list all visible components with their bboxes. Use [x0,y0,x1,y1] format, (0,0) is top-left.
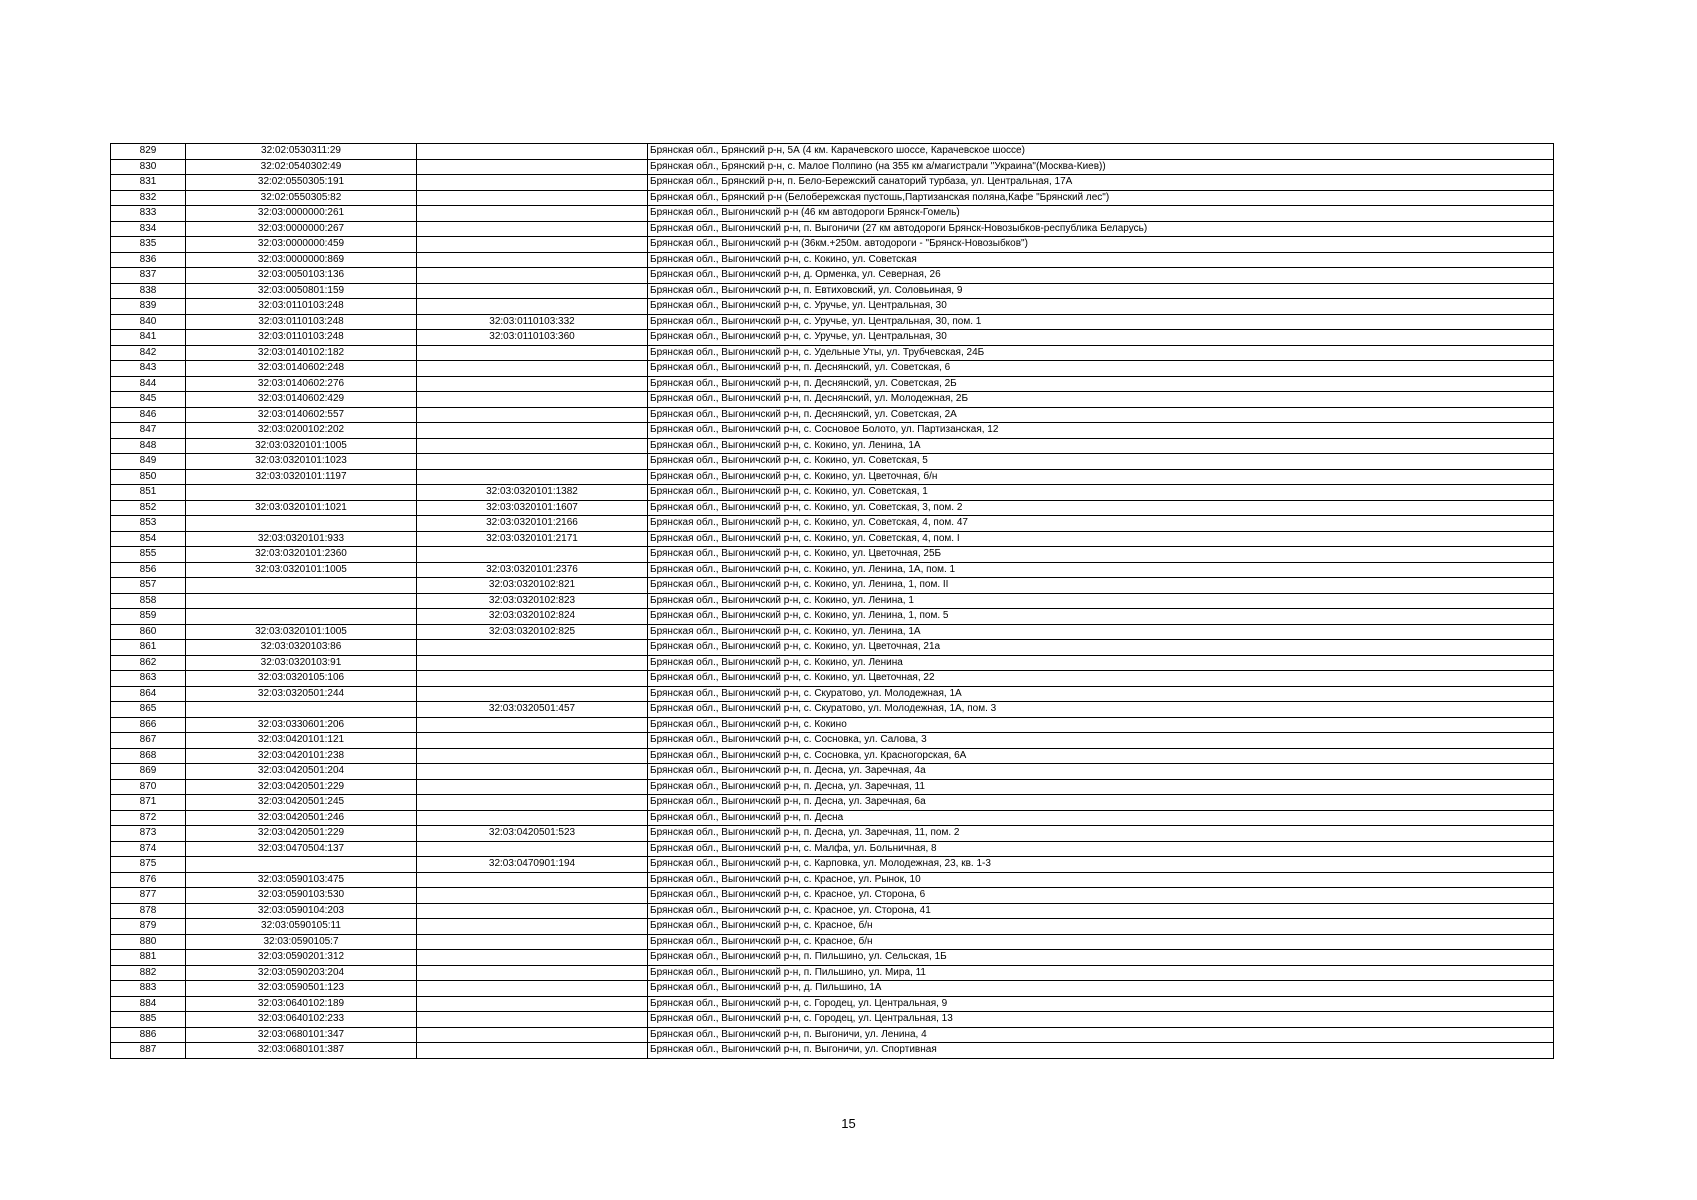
row-number-cell: 844 [111,376,186,392]
address-cell: Брянская обл., Выгоничский р-н, с. Красное, б/н [648,934,1554,950]
address-cell: Брянская обл., Брянский р-н, с. Малое Полпино (на 355 км а/магистрали "Украина"(Москва-Киев)) [648,159,1554,175]
row-number-cell: 839 [111,299,186,315]
sub-cadastral-number-cell [417,872,648,888]
address-cell: Брянская обл., Выгоничский р-н, с. Уручье, ул. Центральная, 30 [648,299,1554,315]
row-number-cell: 857 [111,578,186,594]
address-cell: Брянская обл., Выгоничский р-н, с. Сосновка, ул. Красногорская, 6А [648,748,1554,764]
row-number-cell: 874 [111,841,186,857]
cadastral-number-cell: 32:03:0640102:189 [186,996,417,1012]
address-cell: Брянская обл., Выгоничский р-н, п. Пильшино, ул. Мира, 11 [648,965,1554,981]
address-cell: Брянская обл., Выгоничский р-н, с. Кокино, ул. Советская, 1 [648,485,1554,501]
sub-cadastral-number-cell [417,206,648,222]
table-row [111,175,1554,191]
cadastral-number-cell: 32:03:0640102:233 [186,1012,417,1028]
table-row [111,283,1554,299]
row-number-cell: 884 [111,996,186,1012]
sub-cadastral-number-cell [417,965,648,981]
row-number-cell: 842 [111,345,186,361]
row-number-cell: 868 [111,748,186,764]
table-row [111,702,1554,718]
table-row [111,562,1554,578]
cadastral-number-cell: 32:03:0140602:429 [186,392,417,408]
table-row [111,376,1554,392]
address-cell: Брянская обл., Выгоничский р-н, с. Красное, ул. Сторона, 41 [648,903,1554,919]
sub-cadastral-number-cell [417,221,648,237]
cadastral-number-cell: 32:03:0320101:1023 [186,454,417,470]
address-cell: Брянская обл., Выгоничский р-н, с. Красное, б/н [648,919,1554,935]
sub-cadastral-number-cell [417,671,648,687]
address-cell: Брянская обл., Выгоничский р-н, с. Скуратово, ул. Молодежная, 1А [648,686,1554,702]
row-number-cell: 832 [111,190,186,206]
address-cell: Брянская обл., Выгоничский р-н, с. Уручье, ул. Центральная, 30 [648,330,1554,346]
table-row [111,996,1554,1012]
address-cell: Брянская обл., Выгоничский р-н, с. Сосновка, ул. Салова, 3 [648,733,1554,749]
row-number-cell: 833 [111,206,186,222]
cadastral-number-cell: 32:03:0140602:557 [186,407,417,423]
cadastral-number-cell: 32:03:0000000:261 [186,206,417,222]
cadastral-number-cell: 32:03:0320101:2360 [186,547,417,563]
row-number-cell: 881 [111,950,186,966]
sub-cadastral-number-cell [417,1027,648,1043]
table-row [111,144,1554,160]
row-number-cell: 858 [111,593,186,609]
address-cell: Брянская обл., Брянский р-н, 5А (4 км. Карачевского шоссе, Карачевское шоссе) [648,144,1554,160]
table-row [111,578,1554,594]
table-row [111,454,1554,470]
address-cell: Брянская обл., Выгоничский р-н, с. Карповка, ул. Молодежная, 23, кв. 1-3 [648,857,1554,873]
address-cell: Брянская обл., Выгоничский р-н, п. Десна, ул. Заречная, 6а [648,795,1554,811]
sub-cadastral-number-cell [417,252,648,268]
address-cell: Брянская обл., Выгоничский р-н, п. Пильшино, ул. Сельская, 1Б [648,950,1554,966]
address-cell: Брянская обл., Выгоничский р-н, с. Кокино, ул. Ленина, 1 [648,593,1554,609]
cadastral-number-cell: 32:03:0590105:11 [186,919,417,935]
sub-cadastral-number-cell [417,733,648,749]
address-cell: Брянская обл., Выгоничский р-н, с. Удельные Уты, ул. Трубчевская, 24Б [648,345,1554,361]
address-cell: Брянская обл., Выгоничский р-н, с. Городец, ул. Центральная, 9 [648,996,1554,1012]
address-cell: Брянская обл., Выгоничский р-н, с. Кокино, ул. Ленина, 1А, пом. 1 [648,562,1554,578]
table-row [111,547,1554,563]
address-cell: Брянская обл., Выгоничский р-н, с. Кокино, ул. Ленина, 1, пом. 5 [648,609,1554,625]
sub-cadastral-number-cell: 32:03:0320102:824 [417,609,648,625]
row-number-cell: 865 [111,702,186,718]
sub-cadastral-number-cell [417,283,648,299]
row-number-cell: 859 [111,609,186,625]
table-row [111,361,1554,377]
address-cell: Брянская обл., Выгоничский р-н, с. Кокино, ул. Цветочная, 21а [648,640,1554,656]
cadastral-number-cell: 32:03:0050801:159 [186,283,417,299]
address-cell: Брянская обл., Выгоничский р-н, п. Десна, ул. Заречная, 4а [648,764,1554,780]
page-number: 15 [841,1116,856,1131]
sub-cadastral-number-cell [417,795,648,811]
sub-cadastral-number-cell [417,299,648,315]
row-number-cell: 871 [111,795,186,811]
sub-cadastral-number-cell [417,175,648,191]
row-number-cell: 838 [111,283,186,299]
sub-cadastral-number-cell [417,268,648,284]
cadastral-number-cell [186,702,417,718]
sub-cadastral-number-cell [417,981,648,997]
row-number-cell: 876 [111,872,186,888]
cadastral-number-cell: 32:02:0550305:191 [186,175,417,191]
table-row [111,593,1554,609]
address-cell: Брянская обл., Выгоничский р-н, с. Кокино, ул. Советская [648,252,1554,268]
sub-cadastral-number-cell: 32:03:0320101:1382 [417,485,648,501]
address-cell: Брянская обл., Выгоничский р-н, п. Десна, ул. Заречная, 11 [648,779,1554,795]
row-number-cell: 848 [111,438,186,454]
cadastral-number-cell: 32:03:0590104:203 [186,903,417,919]
table-row [111,159,1554,175]
cadastral-number-cell [186,516,417,532]
address-cell: Брянская обл., Выгоничский р-н, с. Кокино, ул. Ленина [648,655,1554,671]
cadastral-number-cell: 32:03:0590501:123 [186,981,417,997]
cadastral-number-cell: 32:03:0680101:347 [186,1027,417,1043]
row-number-cell: 867 [111,733,186,749]
address-cell: Брянская обл., Брянский р-н (Белобережская пустошь,Партизанская поляна,Кафе "Брянский лес") [648,190,1554,206]
row-number-cell: 869 [111,764,186,780]
address-cell: Брянская обл., Выгоничский р-н, с. Малфа, ул. Больничная, 8 [648,841,1554,857]
sub-cadastral-number-cell [417,919,648,935]
cadastral-number-cell: 32:03:0200102:202 [186,423,417,439]
table-row [111,500,1554,516]
row-number-cell: 837 [111,268,186,284]
cadastral-number-cell [186,609,417,625]
cadastral-number-cell: 32:03:0320101:1005 [186,562,417,578]
cadastral-number-cell: 32:03:0110103:248 [186,330,417,346]
table-row [111,485,1554,501]
address-cell: Брянская обл., Выгоничский р-н, с. Уручье, ул. Центральная, 30, пом. 1 [648,314,1554,330]
table-row [111,764,1554,780]
row-number-cell: 841 [111,330,186,346]
table-row [111,888,1554,904]
table-row [111,330,1554,346]
table-row [111,748,1554,764]
address-cell: Брянская обл., Выгоничский р-н, п. Выгоничи, ул. Спортивная [648,1043,1554,1059]
cadastral-number-cell: 32:03:0140102:182 [186,345,417,361]
sub-cadastral-number-cell [417,423,648,439]
table-row [111,950,1554,966]
row-number-cell: 864 [111,686,186,702]
address-cell: Брянская обл., Выгоничский р-н, с. Кокино, ул. Советская, 3, пом. 2 [648,500,1554,516]
address-cell: Брянская обл., Выгоничский р-н, д. Орменка, ул. Северная, 26 [648,268,1554,284]
row-number-cell: 854 [111,531,186,547]
table-row [111,345,1554,361]
sub-cadastral-number-cell [417,159,648,175]
table-row [111,919,1554,935]
sub-cadastral-number-cell: 32:03:0320101:2376 [417,562,648,578]
sub-cadastral-number-cell [417,1012,648,1028]
cadastral-number-cell: 32:03:0000000:869 [186,252,417,268]
address-cell: Брянская обл., Выгоничский р-н, п. Евтиховский, ул. Соловьиная, 9 [648,283,1554,299]
row-number-cell: 860 [111,624,186,640]
sub-cadastral-number-cell: 32:03:0320101:2171 [417,531,648,547]
table-row [111,640,1554,656]
cadastral-number-cell: 32:03:0420501:246 [186,810,417,826]
address-cell: Брянская обл., Брянский р-н, п. Бело-Бережский санаторий турбаза, ул. Центральная, 17А [648,175,1554,191]
table-row [111,221,1554,237]
sub-cadastral-number-cell [417,748,648,764]
table-row [111,314,1554,330]
cadastral-number-cell: 32:03:0330601:206 [186,717,417,733]
table-row [111,872,1554,888]
sub-cadastral-number-cell [417,469,648,485]
cadastral-number-cell: 32:03:0320105:106 [186,671,417,687]
table-row [111,826,1554,842]
row-number-cell: 836 [111,252,186,268]
table-row [111,795,1554,811]
row-number-cell: 886 [111,1027,186,1043]
row-number-cell: 879 [111,919,186,935]
table-row [111,857,1554,873]
sub-cadastral-number-cell [417,376,648,392]
address-cell: Брянская обл., Выгоничский р-н, с. Сосновое Болото, ул. Партизанская, 12 [648,423,1554,439]
sub-cadastral-number-cell: 32:03:0320102:821 [417,578,648,594]
table-row [111,1012,1554,1028]
row-number-cell: 873 [111,826,186,842]
row-number-cell: 877 [111,888,186,904]
address-cell: Брянская обл., Выгоничский р-н, с. Кокино [648,717,1554,733]
table-row [111,1043,1554,1059]
sub-cadastral-number-cell: 32:03:0110103:332 [417,314,648,330]
address-cell: Брянская обл., Выгоничский р-н, д. Пильшино, 1А [648,981,1554,997]
row-number-cell: 853 [111,516,186,532]
table-row [111,981,1554,997]
sub-cadastral-number-cell [417,779,648,795]
table-row [111,252,1554,268]
cadastral-number-cell: 32:03:0320103:91 [186,655,417,671]
sub-cadastral-number-cell [417,764,648,780]
sub-cadastral-number-cell [417,655,648,671]
cadastral-number-cell: 32:03:0320101:933 [186,531,417,547]
row-number-cell: 835 [111,237,186,253]
cadastral-number-cell: 32:03:0320101:1197 [186,469,417,485]
table-row [111,733,1554,749]
sub-cadastral-number-cell [417,345,648,361]
sub-cadastral-number-cell: 32:03:0320102:823 [417,593,648,609]
sub-cadastral-number-cell [417,950,648,966]
sub-cadastral-number-cell [417,686,648,702]
address-cell: Брянская обл., Выгоничский р-н (46 км автодороги Брянск-Гомель) [648,206,1554,222]
cadastral-number-cell: 32:02:0540302:49 [186,159,417,175]
row-number-cell: 866 [111,717,186,733]
table-row [111,686,1554,702]
sub-cadastral-number-cell [417,438,648,454]
address-cell: Брянская обл., Выгоничский р-н, п. Выгоничи, ул. Ленина, 4 [648,1027,1554,1043]
table-row [111,810,1554,826]
cadastral-number-cell: 32:03:0590105:7 [186,934,417,950]
cadastral-number-cell [186,485,417,501]
table-row [111,779,1554,795]
address-cell: Брянская обл., Выгоничский р-н, п. Десна [648,810,1554,826]
cadastral-number-cell [186,857,417,873]
row-number-cell: 883 [111,981,186,997]
address-cell: Брянская обл., Выгоничский р-н, с. Кокино, ул. Ленина, 1, пом. II [648,578,1554,594]
table-row [111,407,1554,423]
row-number-cell: 829 [111,144,186,160]
cadastral-number-cell: 32:03:0000000:267 [186,221,417,237]
sub-cadastral-number-cell [417,392,648,408]
sub-cadastral-number-cell: 32:03:0470901:194 [417,857,648,873]
address-cell: Брянская обл., Выгоничский р-н, п. Деснянский, ул. Молодежная, 2Б [648,392,1554,408]
address-cell: Брянская обл., Выгоничский р-н, с. Кокино, ул. Советская, 5 [648,454,1554,470]
table-row [111,624,1554,640]
row-number-cell: 840 [111,314,186,330]
sub-cadastral-number-cell [417,934,648,950]
cadastral-number-cell: 32:03:0320101:1021 [186,500,417,516]
table-row [111,299,1554,315]
table-row [111,206,1554,222]
row-number-cell: 852 [111,500,186,516]
row-number-cell: 878 [111,903,186,919]
cadastral-number-cell: 32:03:0110103:248 [186,299,417,315]
cadastral-number-cell: 32:03:0110103:248 [186,314,417,330]
cadastral-number-cell: 32:03:0590201:312 [186,950,417,966]
table-row [111,516,1554,532]
row-number-cell: 885 [111,1012,186,1028]
row-number-cell: 846 [111,407,186,423]
sub-cadastral-number-cell [417,640,648,656]
table-row [111,903,1554,919]
row-number-cell: 870 [111,779,186,795]
sub-cadastral-number-cell: 32:03:0320501:457 [417,702,648,718]
row-number-cell: 834 [111,221,186,237]
cadastral-number-cell: 32:03:0320103:86 [186,640,417,656]
sub-cadastral-number-cell [417,547,648,563]
row-number-cell: 847 [111,423,186,439]
table-row [111,423,1554,439]
sub-cadastral-number-cell [417,903,648,919]
row-number-cell: 831 [111,175,186,191]
table-row [111,1027,1554,1043]
cadastral-number-cell: 32:03:0420101:238 [186,748,417,764]
cadastral-number-cell: 32:03:0590103:475 [186,872,417,888]
sub-cadastral-number-cell [417,888,648,904]
cadastral-number-cell: 32:03:0680101:387 [186,1043,417,1059]
address-cell: Брянская обл., Выгоничский р-н, с. Скуратово, ул. Молодежная, 1А, пом. 3 [648,702,1554,718]
table-row [111,190,1554,206]
cadastral-number-cell: 32:03:0470504:137 [186,841,417,857]
cadastral-number-cell: 32:03:0590103:530 [186,888,417,904]
address-cell: Брянская обл., Выгоничский р-н, с. Городец, ул. Центральная, 13 [648,1012,1554,1028]
row-number-cell: 830 [111,159,186,175]
sub-cadastral-number-cell: 32:03:0320101:1607 [417,500,648,516]
sub-cadastral-number-cell [417,454,648,470]
cadastral-number-cell [186,593,417,609]
address-cell: Брянская обл., Выгоничский р-н, с. Красное, ул. Сторона, 6 [648,888,1554,904]
table-row [111,237,1554,253]
cadastral-number-cell: 32:03:0320101:1005 [186,624,417,640]
table-row [111,609,1554,625]
row-number-cell: 843 [111,361,186,377]
cadastral-number-cell: 32:03:0000000:459 [186,237,417,253]
address-cell: Брянская обл., Выгоничский р-н, с. Кокино, ул. Советская, 4, пом. 47 [648,516,1554,532]
row-number-cell: 882 [111,965,186,981]
cadastral-number-cell: 32:03:0420501:245 [186,795,417,811]
row-number-cell: 849 [111,454,186,470]
sub-cadastral-number-cell [417,144,648,160]
row-number-cell: 850 [111,469,186,485]
cadastral-number-cell [186,578,417,594]
address-cell: Брянская обл., Выгоничский р-н, с. Кокино, ул. Ленина, 1А [648,438,1554,454]
row-number-cell: 872 [111,810,186,826]
sub-cadastral-number-cell: 32:03:0320102:825 [417,624,648,640]
cadastral-number-cell: 32:03:0320501:244 [186,686,417,702]
table-body [111,144,1554,1059]
address-cell: Брянская обл., Выгоничский р-н, с. Кокино, ул. Цветочная, б/н [648,469,1554,485]
row-number-cell: 887 [111,1043,186,1059]
table-row [111,655,1554,671]
row-number-cell: 875 [111,857,186,873]
row-number-cell: 880 [111,934,186,950]
address-cell: Брянская обл., Выгоничский р-н, п. Деснянский, ул. Советская, 6 [648,361,1554,377]
table-row [111,392,1554,408]
row-number-cell: 856 [111,562,186,578]
table-row [111,934,1554,950]
table-row [111,531,1554,547]
row-number-cell: 845 [111,392,186,408]
address-cell: Брянская обл., Выгоничский р-н, с. Кокино, ул. Цветочная, 22 [648,671,1554,687]
sub-cadastral-number-cell: 32:03:0420501:523 [417,826,648,842]
address-cell: Брянская обл., Выгоничский р-н, с. Красное, ул. Рынок, 10 [648,872,1554,888]
address-cell: Брянская обл., Выгоничский р-н, п. Выгоничи (27 км автодороги Брянск-Новозыбков-республика Беларусь) [648,221,1554,237]
sub-cadastral-number-cell [417,717,648,733]
cadastral-number-cell: 32:02:0530311:29 [186,144,417,160]
cadastral-number-cell: 32:02:0550305:82 [186,190,417,206]
cadastral-number-cell: 32:03:0590203:204 [186,965,417,981]
table-row [111,268,1554,284]
row-number-cell: 863 [111,671,186,687]
row-number-cell: 861 [111,640,186,656]
sub-cadastral-number-cell [417,361,648,377]
cadastral-number-cell: 32:03:0420501:229 [186,779,417,795]
table-row [111,717,1554,733]
cadastral-number-cell: 32:03:0050103:136 [186,268,417,284]
cadastral-number-cell: 32:03:0140602:276 [186,376,417,392]
address-cell: Брянская обл., Выгоничский р-н, с. Кокино, ул. Советская, 4, пом. I [648,531,1554,547]
cadastral-number-cell: 32:03:0420501:204 [186,764,417,780]
property-table [110,143,1554,1059]
table-row [111,671,1554,687]
table-row [111,469,1554,485]
sub-cadastral-number-cell: 32:03:0110103:360 [417,330,648,346]
table-row [111,438,1554,454]
address-cell: Брянская обл., Выгоничский р-н, п. Десна, ул. Заречная, 11, пом. 2 [648,826,1554,842]
sub-cadastral-number-cell [417,810,648,826]
cadastral-number-cell: 32:03:0420101:121 [186,733,417,749]
address-cell: Брянская обл., Выгоничский р-н, с. Кокино, ул. Ленина, 1А [648,624,1554,640]
address-cell: Брянская обл., Выгоничский р-н, п. Деснянский, ул. Советская, 2А [648,407,1554,423]
cadastral-number-cell: 32:03:0320101:1005 [186,438,417,454]
row-number-cell: 862 [111,655,186,671]
sub-cadastral-number-cell [417,996,648,1012]
cadastral-number-cell: 32:03:0420501:229 [186,826,417,842]
cadastral-number-cell: 32:03:0140602:248 [186,361,417,377]
sub-cadastral-number-cell: 32:03:0320101:2166 [417,516,648,532]
sub-cadastral-number-cell [417,237,648,253]
address-cell: Брянская обл., Выгоничский р-н, п. Деснянский, ул. Советская, 2Б [648,376,1554,392]
sub-cadastral-number-cell [417,1043,648,1059]
sub-cadastral-number-cell [417,841,648,857]
sub-cadastral-number-cell [417,190,648,206]
sub-cadastral-number-cell [417,407,648,423]
table-row [111,965,1554,981]
table-row [111,841,1554,857]
row-number-cell: 855 [111,547,186,563]
address-cell: Брянская обл., Выгоничский р-н, с. Кокино, ул. Цветочная, 25Б [648,547,1554,563]
address-cell: Брянская обл., Выгоничский р-н (36км.+250м. автодороги - "Брянск-Новозыбков") [648,237,1554,253]
row-number-cell: 851 [111,485,186,501]
